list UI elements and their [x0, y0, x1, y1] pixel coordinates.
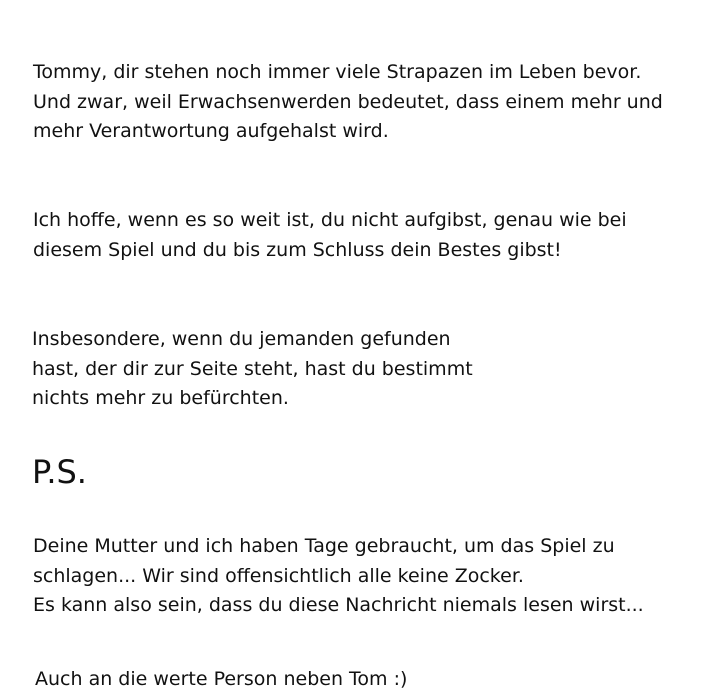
letter-paragraph-1	[33, 58, 663, 147]
letter-paragraph-2	[33, 206, 627, 265]
text-line: Tommy, dir stehen noch immer viele Strapazen im Leben bevor.	[33, 61, 642, 83]
text-line: schlagen... Wir sind offensichtlich alle keine Zocker.	[33, 564, 524, 587]
letter-closing: Auch an die werte Person neben Tom :)	[35, 668, 408, 690]
ps-heading: P.S.	[32, 453, 87, 491]
text-line: Und zwar, weil Erwachsenwerden bedeutet, dass einem mehr und	[33, 90, 663, 113]
letter-paragraph-3	[32, 325, 473, 414]
text-line: Insbesondere, wenn du jemanden gefunden	[32, 328, 451, 350]
text-line: Ich hoffe, wenn es so weit ist, du nicht aufgibst, genau wie bei	[33, 209, 627, 231]
text-line: Deine Mutter und ich haben Tage gebraucht, um das Spiel zu	[33, 535, 615, 557]
text-line: diesem Spiel und du bis zum Schluss dein Bestes gibst!	[33, 238, 562, 261]
text-line: Es kann also sein, dass du diese Nachricht niemals lesen wirst...	[33, 594, 644, 616]
text-line: mehr Verantwortung aufgehalst wird.	[33, 120, 389, 142]
letter-paragraph-4	[33, 532, 644, 621]
text-line: nichts mehr zu befürchten.	[32, 387, 289, 409]
text-line: hast, der dir zur Seite steht, hast du bestimmt	[32, 357, 473, 380]
